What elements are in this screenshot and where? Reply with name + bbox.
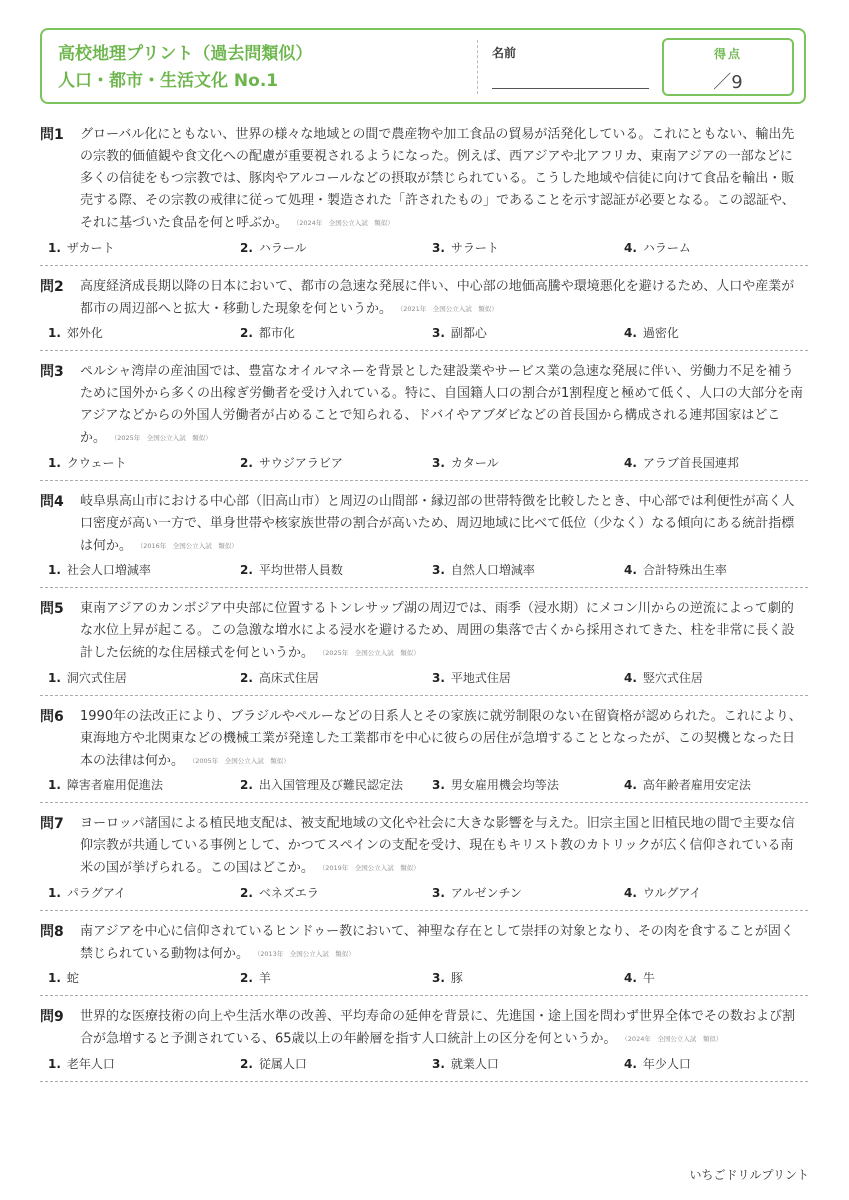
question-number: 問2 <box>40 278 64 295</box>
choice-option[interactable] <box>48 454 240 472</box>
question-number: 問7 <box>40 816 64 832</box>
choice-option[interactable] <box>240 239 432 257</box>
question-source: （2021年 全国公立入試 類似） <box>400 304 498 313</box>
footer-brand: いちごドリルプリント <box>689 1168 809 1182</box>
question-number: 問3 <box>40 364 64 380</box>
choice-option[interactable] <box>432 454 624 472</box>
choice-number: 1. <box>48 1056 61 1071</box>
choice-list <box>40 235 808 265</box>
choice-option[interactable] <box>624 561 816 579</box>
choice-option[interactable] <box>240 776 432 794</box>
choice-option[interactable] <box>624 669 816 687</box>
choice-number: 1. <box>48 563 61 577</box>
title-line-2: 人口・都市・生活文化 No.1 <box>58 71 279 91</box>
question-number: 問1 <box>40 127 64 143</box>
worksheet-header <box>40 28 806 104</box>
choice-label: アラブ首長国連邦 <box>642 455 739 470</box>
choice-option[interactable] <box>48 884 240 902</box>
choice-label: アルゼンチン <box>450 885 522 900</box>
question-body: 岐阜県高山市における中心部（旧高山市）と周辺の山間部・縁辺部の世帯特徴を比較したとき、中心部では利便性が高く人口密度が高い一方で、単身世帯や核家族世帯の割合が高いため、周辺地域に比べて低位（少なく）なる傾向にある統計指標は何か。 <box>80 493 795 553</box>
question-text <box>80 706 808 773</box>
choice-number: 2. <box>240 885 253 900</box>
choice-label: 副都心 <box>450 326 487 340</box>
score-value: ／9 <box>713 72 743 93</box>
question-source: （2005年 全国公立入試 類似） <box>192 756 290 765</box>
choice-option[interactable] <box>624 454 816 472</box>
choice-number: 2. <box>240 563 253 577</box>
choice-list <box>40 880 808 910</box>
question-text <box>80 1006 808 1051</box>
choice-list <box>40 665 808 695</box>
choice-label: 自然人口増減率 <box>450 563 535 577</box>
question-source: （2013年 全国公立入試 類似） <box>257 949 355 958</box>
question-body: 世界的な医療技術の向上や生活水準の改善、平均寿命の延伸を背景に、先進国・途上国を問わず世界全体でその数および割合が急増すると予測されている、65歳以上の年齢層を指す人口統計上の区分を何というか。 <box>80 1009 796 1047</box>
choice-option[interactable] <box>240 561 432 579</box>
question-row <box>40 1006 808 1051</box>
choice-number: 4. <box>624 1056 637 1071</box>
question-row <box>40 361 808 450</box>
choice-option[interactable] <box>48 969 240 987</box>
choice-option[interactable] <box>432 669 624 687</box>
choice-option[interactable] <box>48 669 240 687</box>
choice-label: 平均世帯人員数 <box>258 563 343 577</box>
choice-label: カタール <box>450 455 499 470</box>
question-text <box>80 124 808 235</box>
choice-label: 豚 <box>450 971 463 985</box>
choice-number: 1. <box>48 778 61 792</box>
choice-number: 1. <box>48 670 61 685</box>
choice-option[interactable] <box>624 776 816 794</box>
choice-option[interactable] <box>432 1055 624 1073</box>
question-body: 高度経済成長期以降の日本において、都市の急速な発展に伴い、中心部の地価高騰や環境悪化を避けるため、人口や産業が都市の周辺部へと拡大・移動した現象を何というか。 <box>80 278 795 316</box>
choice-label: 羊 <box>258 971 271 985</box>
question-source: （2024年 全国公立入試 類似） <box>624 1035 723 1043</box>
choice-option[interactable] <box>240 969 432 987</box>
choice-label: クウェート <box>66 455 127 470</box>
choice-option[interactable] <box>48 561 240 579</box>
choice-number: 3. <box>432 563 445 577</box>
choice-number: 4. <box>624 563 637 577</box>
choice-option[interactable] <box>432 561 624 579</box>
question-number: 問5 <box>40 601 64 617</box>
choice-option[interactable] <box>240 669 432 687</box>
choice-label: 蛇 <box>66 971 79 985</box>
question-source: （2019年 全国公立入試 類似） <box>322 864 420 872</box>
choice-label: ハラール <box>258 240 307 255</box>
choice-number: 1. <box>48 455 61 470</box>
choice-number: 4. <box>624 778 637 792</box>
choice-label: サラート <box>450 240 499 255</box>
question-block <box>40 1006 808 1082</box>
choice-number: 2. <box>240 778 253 792</box>
choice-number: 3. <box>432 971 445 985</box>
choice-label: ハラーム <box>642 240 691 255</box>
question-block <box>40 921 808 997</box>
question-body: ペルシャ湾岸の産油国では、豊富なオイルマネーを背景とした建設業やサービス業の急速な発展に伴い、労働力不足を補うために国外から多くの出稼ぎ労働者を受け入れている。特に、自国籍人口の割合が1割程度と極めて低く、人口の大部分を南アジアなどからの外国人労働者が占めることで知られる、ドバイやアブダビなどの首長国から構成される連邦国家はどこか。 <box>80 364 804 446</box>
choice-label: 出入国管理及び難民認定法 <box>258 778 403 792</box>
choice-option[interactable] <box>432 239 624 257</box>
choice-number: 3. <box>432 1056 445 1071</box>
choice-option[interactable] <box>48 1055 240 1073</box>
choice-option[interactable] <box>240 454 432 472</box>
choice-number: 4. <box>624 885 637 900</box>
choice-option[interactable] <box>48 239 240 257</box>
choice-number: 2. <box>240 971 253 985</box>
choice-label: 就業人口 <box>450 1056 499 1071</box>
question-block <box>40 706 808 804</box>
choice-number: 3. <box>432 670 445 685</box>
choice-label: 従属人口 <box>258 1056 307 1071</box>
choice-label: 男女雇用機会均等法 <box>450 778 559 792</box>
choice-label: パラグアイ <box>66 885 126 900</box>
question-block <box>40 124 808 266</box>
question-row <box>40 706 808 773</box>
score-label: 得点 <box>713 47 742 61</box>
choice-number: 2. <box>240 670 253 685</box>
question-number: 問8 <box>40 923 64 940</box>
choice-label: 合計特殊出生率 <box>642 563 727 577</box>
choice-number: 4. <box>624 326 637 340</box>
choice-number: 4. <box>624 455 637 470</box>
question-text <box>80 276 808 321</box>
choice-number: 3. <box>432 455 445 470</box>
question-source: （2024年 全国公立入試 類似） <box>296 219 394 227</box>
question-list <box>40 124 808 1092</box>
choice-option[interactable] <box>432 776 624 794</box>
choice-option[interactable] <box>48 324 240 342</box>
choice-list <box>40 450 808 480</box>
choice-option[interactable] <box>624 884 816 902</box>
choice-label: 老年人口 <box>66 1056 115 1071</box>
choice-label: 平地式住居 <box>450 670 511 685</box>
choice-number: 4. <box>624 240 637 255</box>
question-text <box>80 921 808 966</box>
choice-option[interactable] <box>432 884 624 902</box>
question-row <box>40 491 808 558</box>
choice-label: 竪穴式住居 <box>642 670 703 685</box>
choice-option[interactable] <box>624 324 816 342</box>
choice-option[interactable] <box>48 776 240 794</box>
choice-option[interactable] <box>624 969 816 987</box>
choice-option[interactable] <box>240 884 432 902</box>
question-number: 問9 <box>40 1009 64 1025</box>
worksheet-title <box>58 41 312 95</box>
question-body: ヨーロッパ諸国による植民地支配は、被支配地域の文化や社会に大きな影響を与えた。旧宗主国と旧植民地の間で主要な信仰宗教が共通している事例として、かつてスペインの支配を受け、現在もキリスト教のカトリックが広く信仰されている南米の国が挙げられる。この国はどこか。 <box>80 816 795 876</box>
choice-number: 2. <box>240 240 253 255</box>
question-block <box>40 491 808 589</box>
title-line-1: 高校地理プリント（過去問類似） <box>58 44 313 64</box>
name-label: 名前 <box>492 46 517 60</box>
choice-list <box>40 1051 808 1081</box>
choice-list <box>40 557 808 587</box>
question-block <box>40 276 808 352</box>
question-text <box>80 813 808 880</box>
choice-label: 過密化 <box>642 326 679 340</box>
question-text <box>80 361 808 450</box>
name-field[interactable] <box>492 88 649 89</box>
question-row <box>40 813 808 880</box>
choice-label: 洞穴式住居 <box>66 670 127 685</box>
choice-number: 2. <box>240 455 253 470</box>
question-block <box>40 361 808 481</box>
question-number: 問6 <box>40 708 64 725</box>
choice-label: 郊外化 <box>66 326 103 340</box>
choice-option[interactable] <box>240 1055 432 1073</box>
choice-number: 1. <box>48 240 61 255</box>
question-source: （2016年 全国公立入試 類似） <box>140 541 238 550</box>
question-text <box>80 491 808 558</box>
choice-label: 高年齢者雇用安定法 <box>642 778 751 792</box>
score-box <box>662 38 794 96</box>
choice-label: 都市化 <box>258 326 295 340</box>
choice-label: 高床式住居 <box>258 670 319 685</box>
choice-label: ベネズエラ <box>258 885 319 900</box>
choice-option[interactable] <box>624 1055 816 1073</box>
question-row <box>40 124 808 235</box>
choice-number: 1. <box>48 971 61 985</box>
choice-number: 3. <box>432 240 445 255</box>
choice-number: 3. <box>432 778 445 792</box>
question-number: 問4 <box>40 493 64 510</box>
choice-list <box>40 965 808 995</box>
choice-label: ザカート <box>66 240 115 255</box>
choice-list <box>40 772 808 802</box>
choice-option[interactable] <box>240 324 432 342</box>
choice-label: 社会人口増減率 <box>66 563 151 577</box>
choice-label: 年少人口 <box>642 1056 691 1071</box>
question-text <box>80 598 808 665</box>
choice-number: 1. <box>48 885 61 900</box>
question-row <box>40 276 808 321</box>
question-body: 1990年の法改正により、ブラジルやペルーなどの日系人とその家族に就労制限のない在留資格が認められた。これにより、東海地方や北関東などの機械工業が発達した工業都市を中心に彼らの居住が急増することとなったが、この契機となった日本の法律は何か。 <box>80 708 802 768</box>
question-body: 南アジアを中心に信仰されているヒンドゥー教において、神聖な存在として崇拝の対象となり、その肉を食することが固く禁じられている動物は何か。 <box>80 923 794 961</box>
question-block <box>40 813 808 911</box>
choice-number: 2. <box>240 326 253 340</box>
choice-label: ウルグアイ <box>642 885 702 900</box>
choice-number: 4. <box>624 971 637 985</box>
choice-number: 1. <box>48 326 61 340</box>
choice-label: サウジアラビア <box>258 455 343 470</box>
question-source: （2025年 全国公立入試 類似） <box>322 649 420 657</box>
choice-number: 3. <box>432 326 445 340</box>
question-body: グローバル化にともない、世界の様々な地域との間で農産物や加工食品の貿易が活発化している。これにともない、輸出先の宗教的価値観や食文化への配慮が重要視されるようになった。例えば、西アジアや北アフリカ、東南アジアの一部などに多くの信徒をもつ宗教では、豚肉やアルコールなどの摂取が禁じられている。こうした地域や信徒に向けて食品を輸出・販売する際、その宗教の戒律に従って処理・製造された「許されたもの」であることを示す認証が必要となる。この認証や、それに基づいた食品を何と呼ぶか。 <box>80 127 795 231</box>
header-divider <box>477 40 478 94</box>
question-source: （2025年 全国公立入試 類似） <box>114 434 212 442</box>
choice-label: 牛 <box>642 971 655 985</box>
choice-option[interactable] <box>432 969 624 987</box>
choice-number: 3. <box>432 885 445 900</box>
choice-number: 2. <box>240 1056 253 1071</box>
question-block <box>40 598 808 696</box>
question-row <box>40 598 808 665</box>
choice-number: 4. <box>624 670 637 685</box>
choice-label: 障害者雇用促進法 <box>66 778 163 792</box>
choice-option[interactable] <box>624 239 816 257</box>
question-body: 東南アジアのカンボジア中央部に位置するトンレサップ湖の周辺では、雨季（浸水期）にメコン川からの逆流によって劇的な水位上昇が起こる。この急激な増水による浸水を避けるため、周囲の集落で古くから採用されてきた、柱を非常に長く設計した伝統的な住居様式を何というか。 <box>80 601 795 661</box>
choice-option[interactable] <box>432 324 624 342</box>
question-row <box>40 921 808 966</box>
choice-list <box>40 320 808 350</box>
